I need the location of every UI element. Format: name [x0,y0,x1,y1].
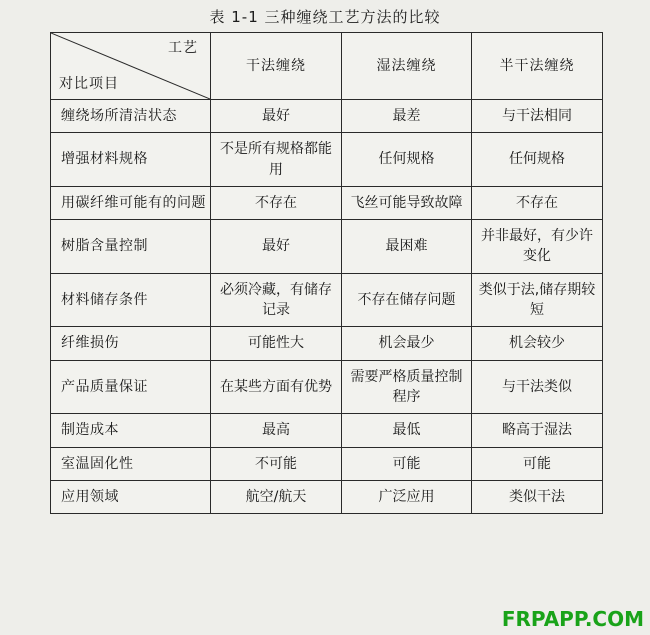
table-row [51,414,603,447]
table-corner-cell [51,33,211,100]
watermark-text: FRPAPP.COM [501,607,644,631]
table-cell: 飞丝可能导致故障 [342,186,472,219]
table-cell: 不存在 [472,186,603,219]
column-header-wet: 湿法缠绕 [342,33,472,100]
column-header-dry: 干法缠绕 [211,33,342,100]
table-cell: 广泛应用 [342,480,472,513]
table-cell: 最高 [211,414,342,447]
table-cell: 不存在 [211,186,342,219]
table-cell: 航空/航天 [211,480,342,513]
corner-row-axis-label: 对比项目 [59,75,119,92]
table-cell: 不可能 [211,447,342,480]
row-label: 纤维损伤 [51,327,211,360]
table-cell: 任何规格 [472,133,603,187]
row-label: 树脂含量控制 [51,220,211,274]
table-cell: 并非最好，有少许变化 [472,220,603,274]
row-label: 缠绕场所清洁状态 [51,100,211,133]
row-label: 产品质量保证 [51,360,211,414]
table-row [51,220,603,274]
table-row [51,133,603,187]
table-cell: 必须冷藏，有储存记录 [211,273,342,327]
table-cell: 与干法相同 [472,100,603,133]
table-row [51,273,603,327]
table-cell: 类似于法,储存期较短 [472,273,603,327]
table-cell: 需要严格质量控制程序 [342,360,472,414]
table-cell: 可能 [472,447,603,480]
table-cell: 类似干法 [472,480,603,513]
table-cell: 最好 [211,100,342,133]
table-row [51,447,603,480]
corner-column-axis-label: 工艺 [168,40,198,56]
row-label: 制造成本 [51,414,211,447]
table-cell: 最困难 [342,220,472,274]
table-row [51,186,603,219]
row-label: 室温固化性 [51,447,211,480]
table-cell: 在某些方面有优势 [211,360,342,414]
table-cell: 不存在储存问题 [342,273,472,327]
table-cell: 可能性大 [211,327,342,360]
column-header-semidry: 半干法缠绕 [472,33,603,100]
table-header-row [51,33,603,100]
table-cell: 最好 [211,220,342,274]
comparison-table [50,32,603,514]
table-row [51,480,603,513]
table-cell: 机会最少 [342,327,472,360]
table-cell: 任何规格 [342,133,472,187]
table-row [51,360,603,414]
table-row [51,100,603,133]
table-cell: 最低 [342,414,472,447]
table-cell: 不是所有规格都能用 [211,133,342,187]
table-cell: 略高于湿法 [472,414,603,447]
table-caption: 表 1-1 三种缠绕工艺方法的比较 [209,8,441,26]
row-label: 材料储存条件 [51,273,211,327]
row-label: 增强材料规格 [51,133,211,187]
table-cell: 与干法类似 [472,360,603,414]
table-cell: 机会较少 [472,327,603,360]
table-cell: 可能 [342,447,472,480]
table-row [51,327,603,360]
row-label: 用碳纤维可能有的问题 [51,186,211,219]
row-label: 应用领域 [51,480,211,513]
table-cell: 最差 [342,100,472,133]
